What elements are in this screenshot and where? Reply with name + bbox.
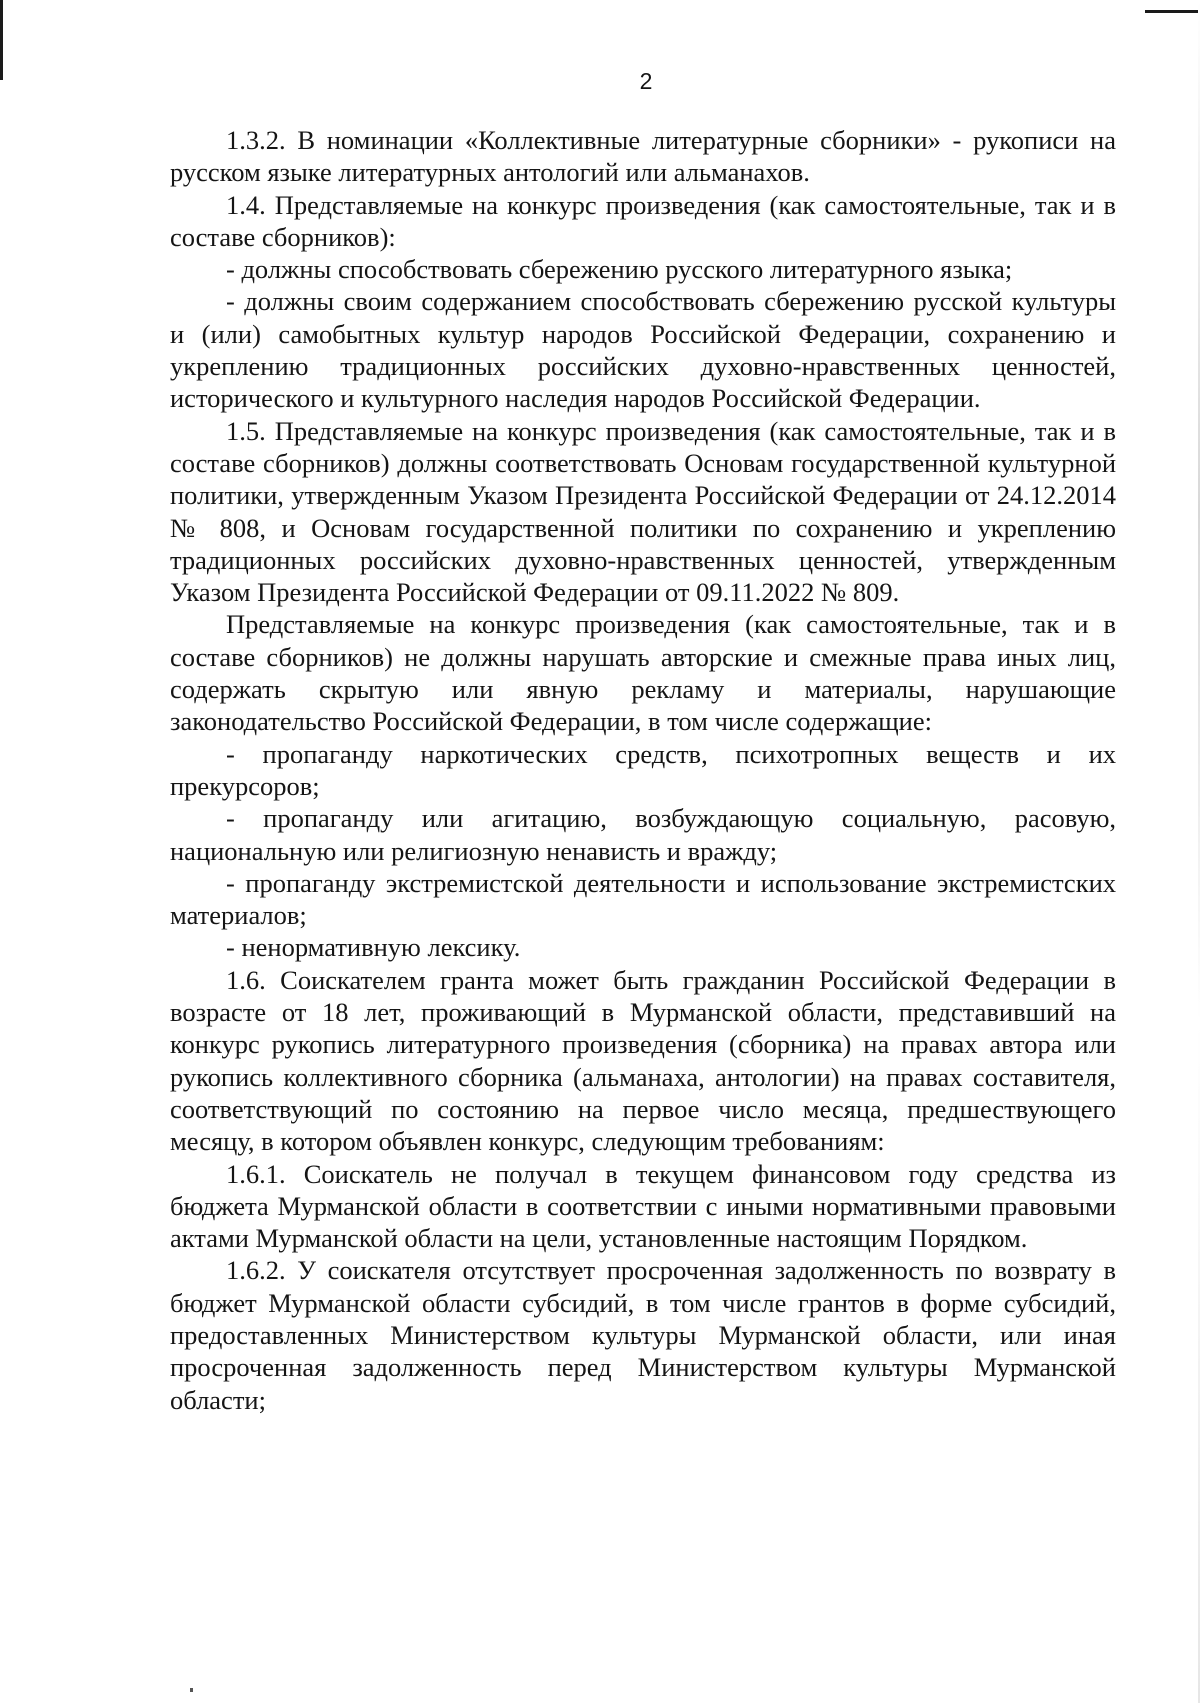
scan-mark-top [1145,10,1200,13]
list-item-extremism: - пропаганду экстремистской деятельности и использование экстремистских материалов; [170,867,1116,931]
list-item-narcotics: - пропаганду наркотических средств, психотропных веществ и их прекурсоров; [170,738,1116,801]
list-item-hatred: - пропаганду или агитацию, возбуждающую социальную, расовую, национальную или религиозную ненависть и вражду; [170,803,1116,866]
paragraph-1-4: 1.4. Представляемые на конкурс произведения (как самостоятельные, так и в составе сборников): [170,189,1116,252]
paragraph-1-6-1: 1.6.1. Соискатель не получал в текущем финансовом году средства из бюджета Мурманской области в соответствии с иными нормативными правовыми актами Мурманской области на цели, установленные настоящим Порядком. [170,1158,1116,1254]
paragraph-1-5: 1.5. Представляемые на конкурс произведения (как самостоятельные, так и в составе сборников) должны соответствовать Основам государственной культурной политики, утвержденным Указом Президента Российской Федерации от 24.12.2014 № 808, и Основам государственной политики по сохранению и укреплению традиционных российских духовно-нравственных ценностей, утвержденным Указом Президента Российской Федерации от 09.11.2022 № 809. [170,415,1116,608]
list-item-lexicon: - ненормативную лексику. [226,932,521,963]
paragraph-1-6: 1.6. Соискателем гранта может быть гражданин Российской Федерации в возрасте от 18 лет, проживающий в Мурманской области, представивший на конкурс рукопись литературного произведения (сборника) на правах автора или рукопись коллективного сборника (альманаха, антологии) на правах составителя, соответствующий по состоянию на первое число месяца, предшествующего месяцу, в котором объявлен конкурс, следующим требованиям: [170,964,1116,1157]
page-number: 2 [639,68,653,94]
list-item-language: - должны способствовать сбережению русского литературного языка; [226,254,1013,285]
document-body [170,124,1116,1416]
paragraph-1-6-2: 1.6.2. У соискателя отсутствует просроченная задолженность по возврату в бюджет Мурманской области субсидий, в том числе грантов в форме субсидий, предоставленных Министерством культуры Мурманской области, или иная просроченная задолженность перед Министерством культуры Мурманской области; [170,1255,1116,1415]
scan-dot [190,1688,193,1692]
paragraph-1-3-2: 1.3.2. В номинации «Коллективные литературные сборники» - рукописи на русском языке литературных антологий или альманахов. [170,125,1116,188]
list-item-culture: - должны своим содержанием способствовать сбережению русской культуры и (или) самобытных культур народов Российской Федерации, сохранению и укреплению традиционных российских духовно-нравственных ценностей, исторического и культурного наследия народов Российской Федерации. [170,286,1116,414]
paragraph-restrictions: Представляемые на конкурс произведения (как самостоятельные, так и в составе сборников) не должны нарушать авторские и смежные права иных лиц, содержать скрытую или явную рекламу и материалы, нарушающие законодательство Российской Федерации, в том числе содержащие: [170,609,1116,737]
